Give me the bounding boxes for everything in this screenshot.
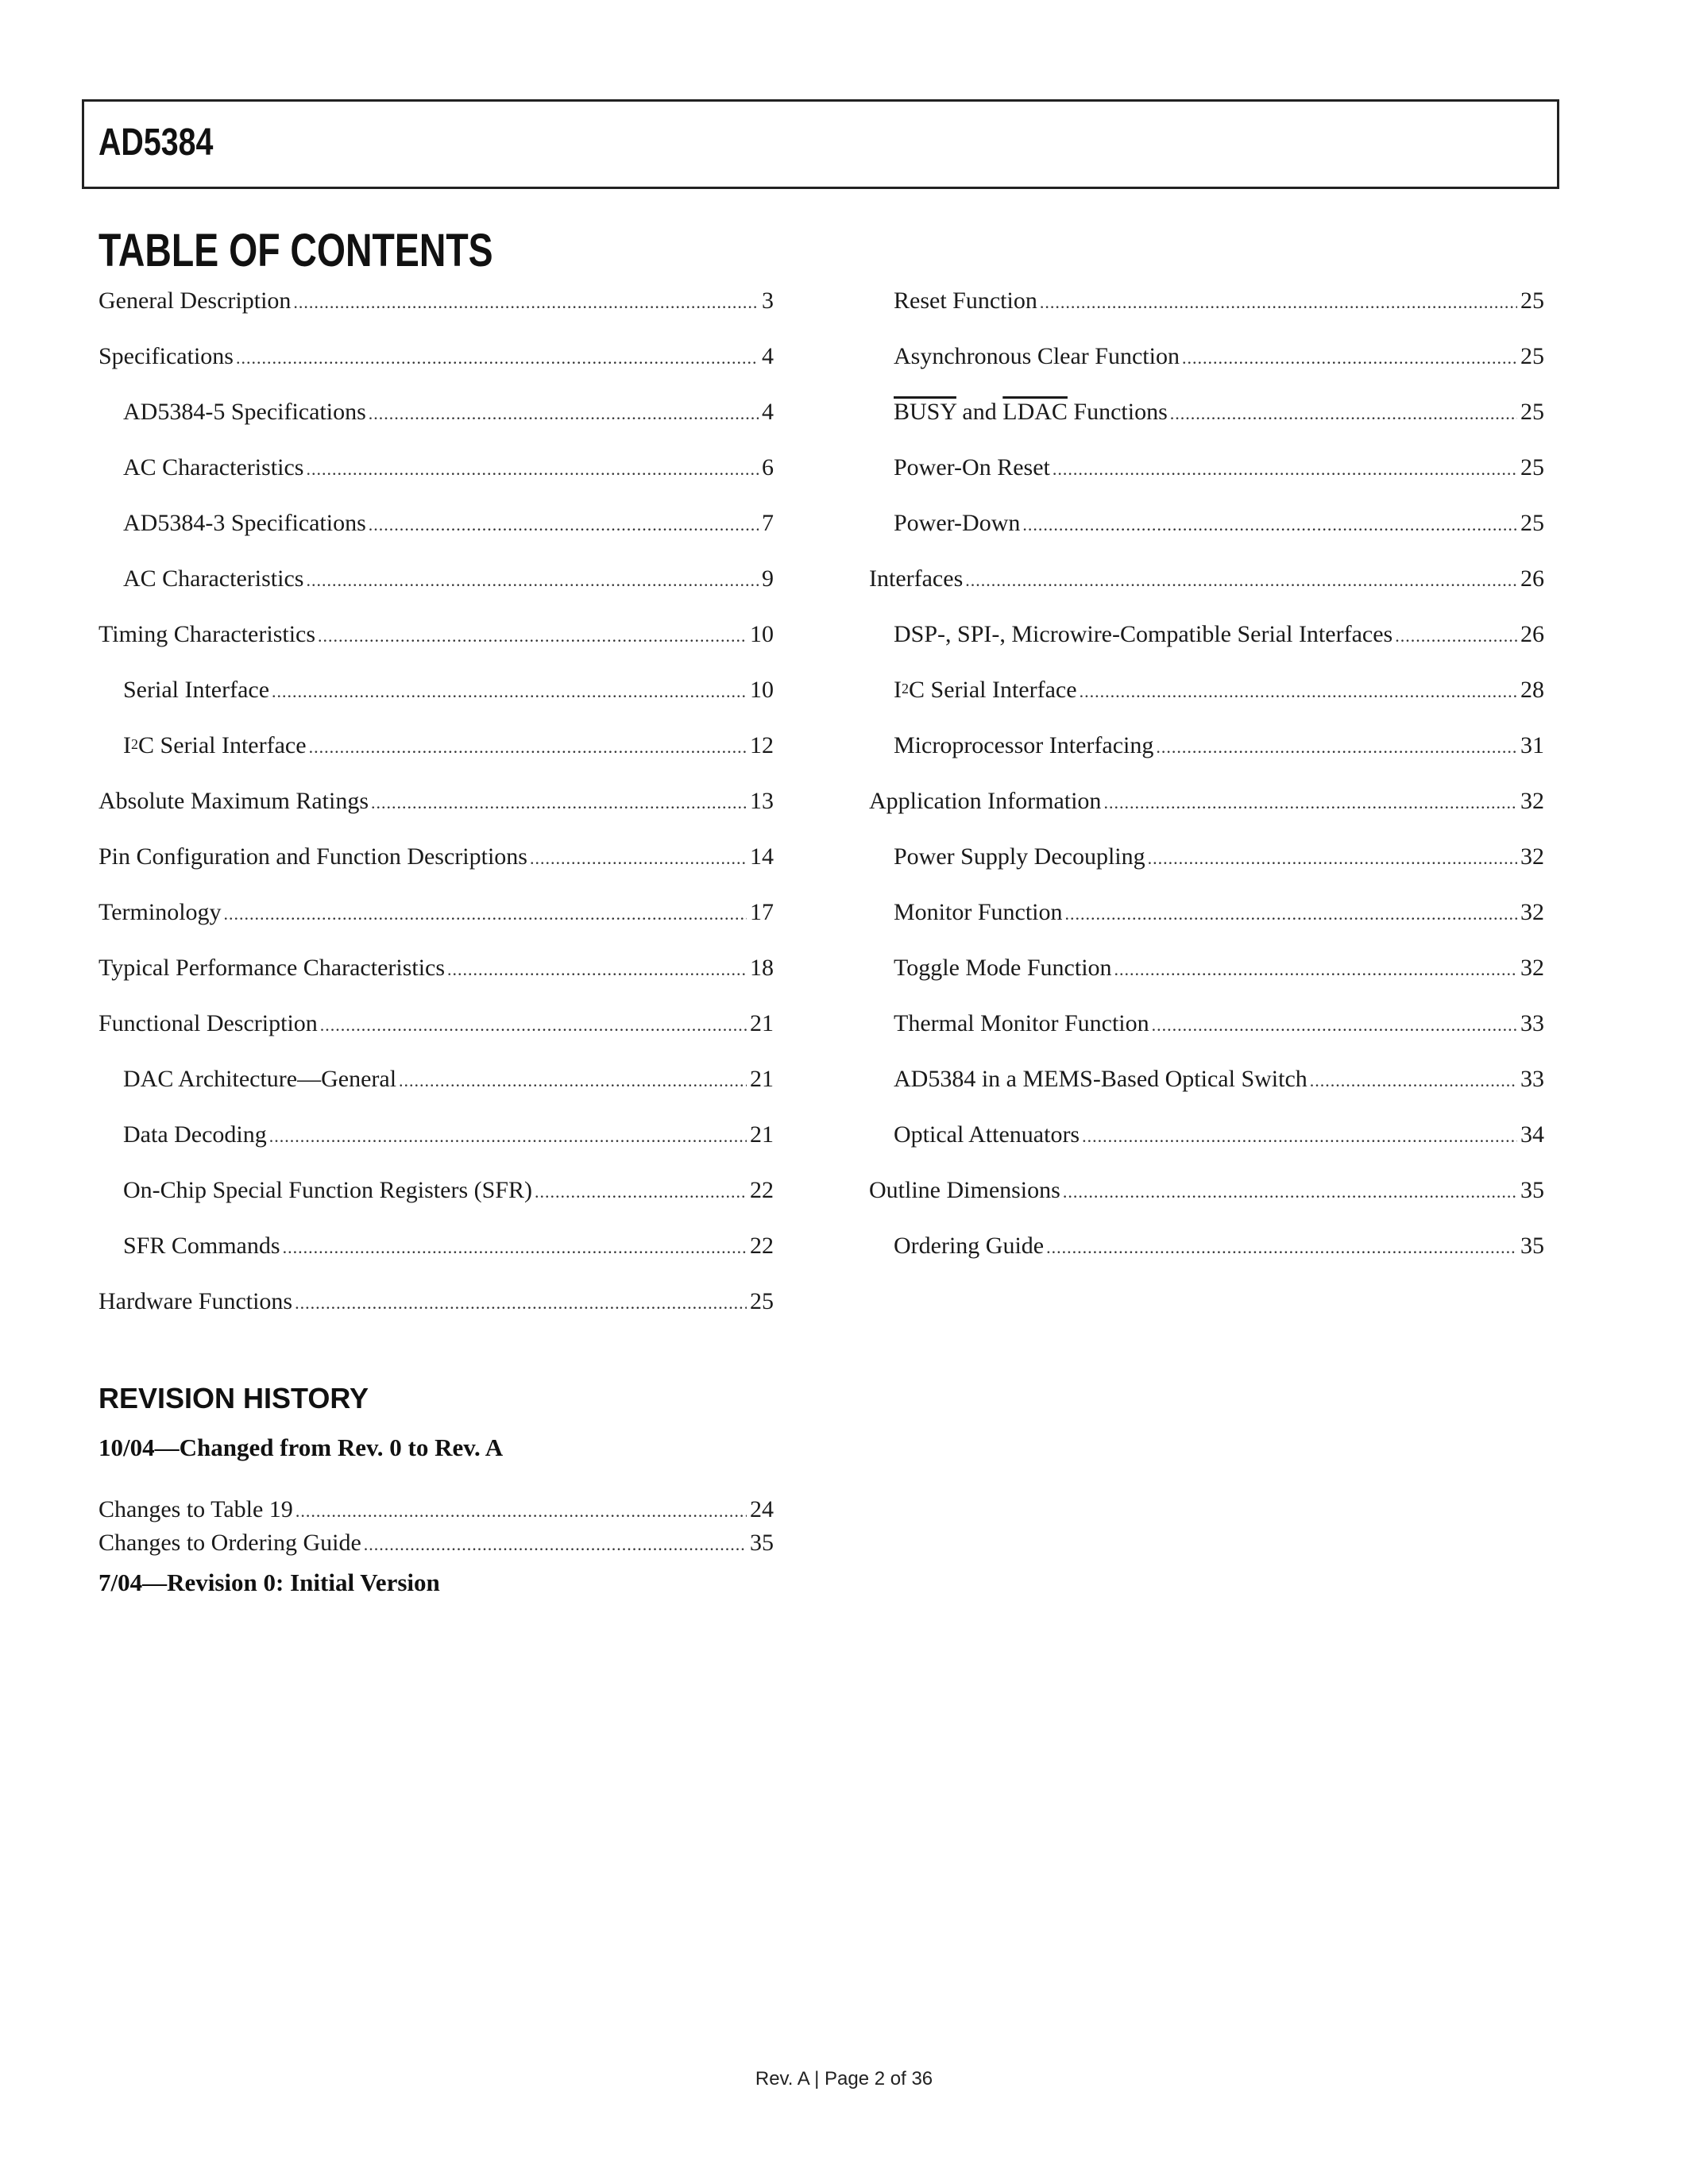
leader-dots [295,1495,747,1528]
toc-entry[interactable]: Timing Characteristics ..... 10 [98,615,774,671]
leader-dots [283,1229,747,1267]
toc-entry[interactable]: On-Chip Special Function Registers (SFR) ..... 22 [98,1171,774,1227]
toc-entry[interactable]: DSP-, SPI-, Microwire-Compatible Serial Interfaces ..... 26 [869,615,1544,671]
leader-dots [1103,784,1517,822]
toc-entry[interactable]: Toggle Mode Function ..... 32 [869,949,1544,1005]
leader-dots [295,1284,747,1322]
part-number: AD5384 [98,122,214,164]
revision-history-title: REVISION HISTORY [98,1382,369,1414]
leader-dots [1170,395,1517,433]
toc-entry[interactable]: AD5384 in a MEMS-Based Optical Switch ..... 33 [869,1060,1544,1116]
leader-dots [1046,1229,1517,1267]
leader-dots [236,339,759,377]
leader-dots [272,673,747,711]
leader-dots [1022,506,1517,544]
revision-change-entry[interactable]: Changes to Table 19 ..... 24 [98,1493,774,1526]
toc-entry[interactable]: $I^2C$ Serial Interface ..... 28 [869,671,1544,727]
leader-dots [1310,1062,1517,1100]
toc-entry[interactable]: AC Characteristics ..... 6 [98,449,774,504]
leader-dots [1053,450,1517,488]
revision-changes-list [98,1493,774,1560]
leader-dots [306,450,759,488]
revision-change-entry[interactable]: Changes to Ordering Guide ..... 35 [98,1526,774,1560]
leader-dots [1040,284,1517,322]
toc-entry[interactable]: Application Information ..... 32 [869,782,1544,838]
leader-dots [293,284,759,322]
leader-dots [364,1528,747,1561]
toc-entry[interactable]: Ordering Guide ..... 35 [869,1227,1544,1283]
toc-entry[interactable]: AD5384-3 Specifications ..... 7 [98,504,774,560]
toc-entry[interactable]: Monitor Function ..... 32 [869,893,1544,949]
toc-entry[interactable]: Typical Performance Characteristics ..... 18 [98,949,774,1005]
leader-dots [369,506,759,544]
toc-entry[interactable]: Asynchronous Clear Function ..... 25 [869,338,1544,393]
toc-entry[interactable]: Outline Dimensions ..... 35 [869,1171,1544,1227]
leader-dots [369,395,759,433]
toc-entry[interactable]: Specifications ..... 4 [98,338,774,393]
toc-entry[interactable]: Reset Function ..... 25 [869,282,1544,338]
leader-dots [309,728,747,766]
toc-entry[interactable]: Functional Description ..... 21 [98,1005,774,1060]
leader-dots [1156,728,1517,766]
leader-dots [1395,617,1517,655]
toc-entry[interactable]: General Description ..... 3 [98,282,774,338]
page-footer: Rev. A | Page 2 of 36 [755,2068,933,2089]
toc-entry[interactable]: Terminology ..... 17 [98,893,774,949]
leader-dots [965,561,1517,600]
leader-dots [1148,839,1517,878]
toc-entry[interactable]: Absolute Maximum Ratings ..... 13 [98,782,774,838]
header-box [82,99,1559,189]
toc-entry[interactable]: Pin Configuration and Function Descriptions ..... 14 [98,838,774,893]
leader-dots [1182,339,1517,377]
toc-entry[interactable]: Power-On Reset ..... 25 [869,449,1544,504]
leader-dots [1065,895,1517,933]
toc-title: TABLE OF CONTENTS [98,225,493,276]
leader-dots [1082,1117,1517,1156]
leader-dots [535,1173,747,1211]
toc-entry[interactable]: Serial Interface ..... 10 [98,671,774,727]
leader-dots [224,895,747,933]
leader-dots [306,561,759,600]
toc-entry[interactable]: DAC Architecture—General ..... 21 [98,1060,774,1116]
leader-dots [269,1117,747,1156]
toc-right-column [869,282,1544,1283]
toc-entry[interactable]: $I^2C$ Serial Interface ..... 12 [98,727,774,782]
toc-entry[interactable]: BUSY and LDAC Functions ..... 25 [869,393,1544,449]
leader-dots [1080,673,1517,711]
leader-dots [320,1006,747,1044]
toc-entry[interactable]: AC Characteristics ..... 9 [98,560,774,615]
toc-entry[interactable]: AD5384-5 Specifications ..... 4 [98,393,774,449]
toc-entry[interactable]: Thermal Monitor Function ..... 33 [869,1005,1544,1060]
leader-dots [318,617,747,655]
toc-entry[interactable]: Optical Attenuators ..... 34 [869,1116,1544,1171]
leader-dots [447,951,747,989]
rev-a-heading: 10/04—Changed from Rev. 0 to Rev. A [98,1433,504,1461]
toc-entry[interactable]: Power-Down ..... 25 [869,504,1544,560]
leader-dots [371,784,747,822]
leader-dots [530,839,747,878]
leader-dots [1114,951,1517,989]
toc-entry[interactable]: Hardware Functions ..... 25 [98,1283,774,1338]
toc-entry[interactable]: SFR Commands ..... 22 [98,1227,774,1283]
toc-entry[interactable]: Microprocessor Interfacing ..... 31 [869,727,1544,782]
leader-dots [1152,1006,1517,1044]
toc-left-column [98,282,774,1338]
toc-entry[interactable]: Power Supply Decoupling ..... 32 [869,838,1544,893]
leader-dots [1063,1173,1517,1211]
toc-entry[interactable]: Interfaces ..... 26 [869,560,1544,615]
leader-dots [399,1062,747,1100]
rev-0-heading: 7/04—Revision 0: Initial Version [98,1569,440,1596]
toc-entry[interactable]: Data Decoding ..... 21 [98,1116,774,1171]
